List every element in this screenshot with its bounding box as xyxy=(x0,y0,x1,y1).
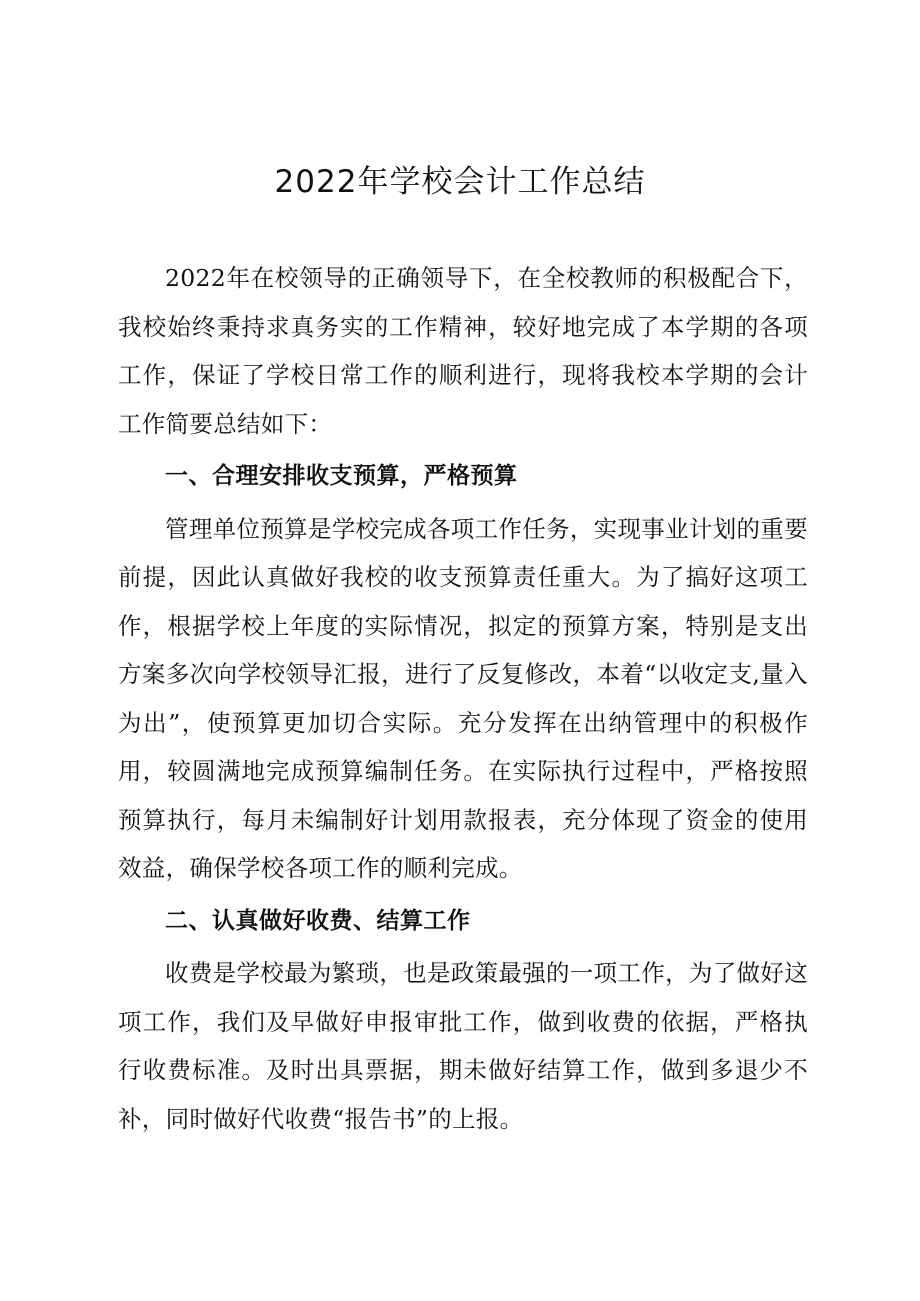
section-2-heading: 二、认真做好收费、结算工作 xyxy=(165,907,471,934)
intro-paragraph: 2022年在校领导的正确领导下，在全校教师的积极配合下，我校始终秉持求真务实的工作精神，较好地完成了本学期的各项工作，保证了学校日常工作的顺利进行，现将我校本学期的会计工作简要总结如下： xyxy=(118,264,808,438)
section-1-paragraph: 管理单位预算是学校完成各项工作任务，实现事业计划的重要前提，因此认真做好我校的收支预算责任重大。为了搞好这项工作，根据学校上年度的实际情况，拟定的预算方案，特别是支出方案多次向学校领导汇报，进行了反复修改，本着“以收定支,量入为出”，使预算更加切合实际。充分发挥在出纳管理中的积极作用，较圆满地完成预算编制任务。在实际执行过程中，严格按照预算执行，每月未编制好计划用款报表，充分体现了资金的使用效益，确保学校各项工作的顺利完成。 xyxy=(118,514,808,882)
document-title: 2022年学校会计工作总结 xyxy=(274,164,646,200)
section-1-heading: 一、合理安排收支预算，严格预算 xyxy=(165,463,518,489)
section-2-paragraph: 收费是学校最为繁琐，也是政策最强的一项工作，为了做好这项工作，我们及早做好申报审批工作，做到收费的依据，严格执行收费标准。及时出具票据，期未做好结算工作，做到多退少不补，同时做好代收费“报告书”的上报。 xyxy=(118,959,808,1133)
document-body xyxy=(118,254,808,1143)
